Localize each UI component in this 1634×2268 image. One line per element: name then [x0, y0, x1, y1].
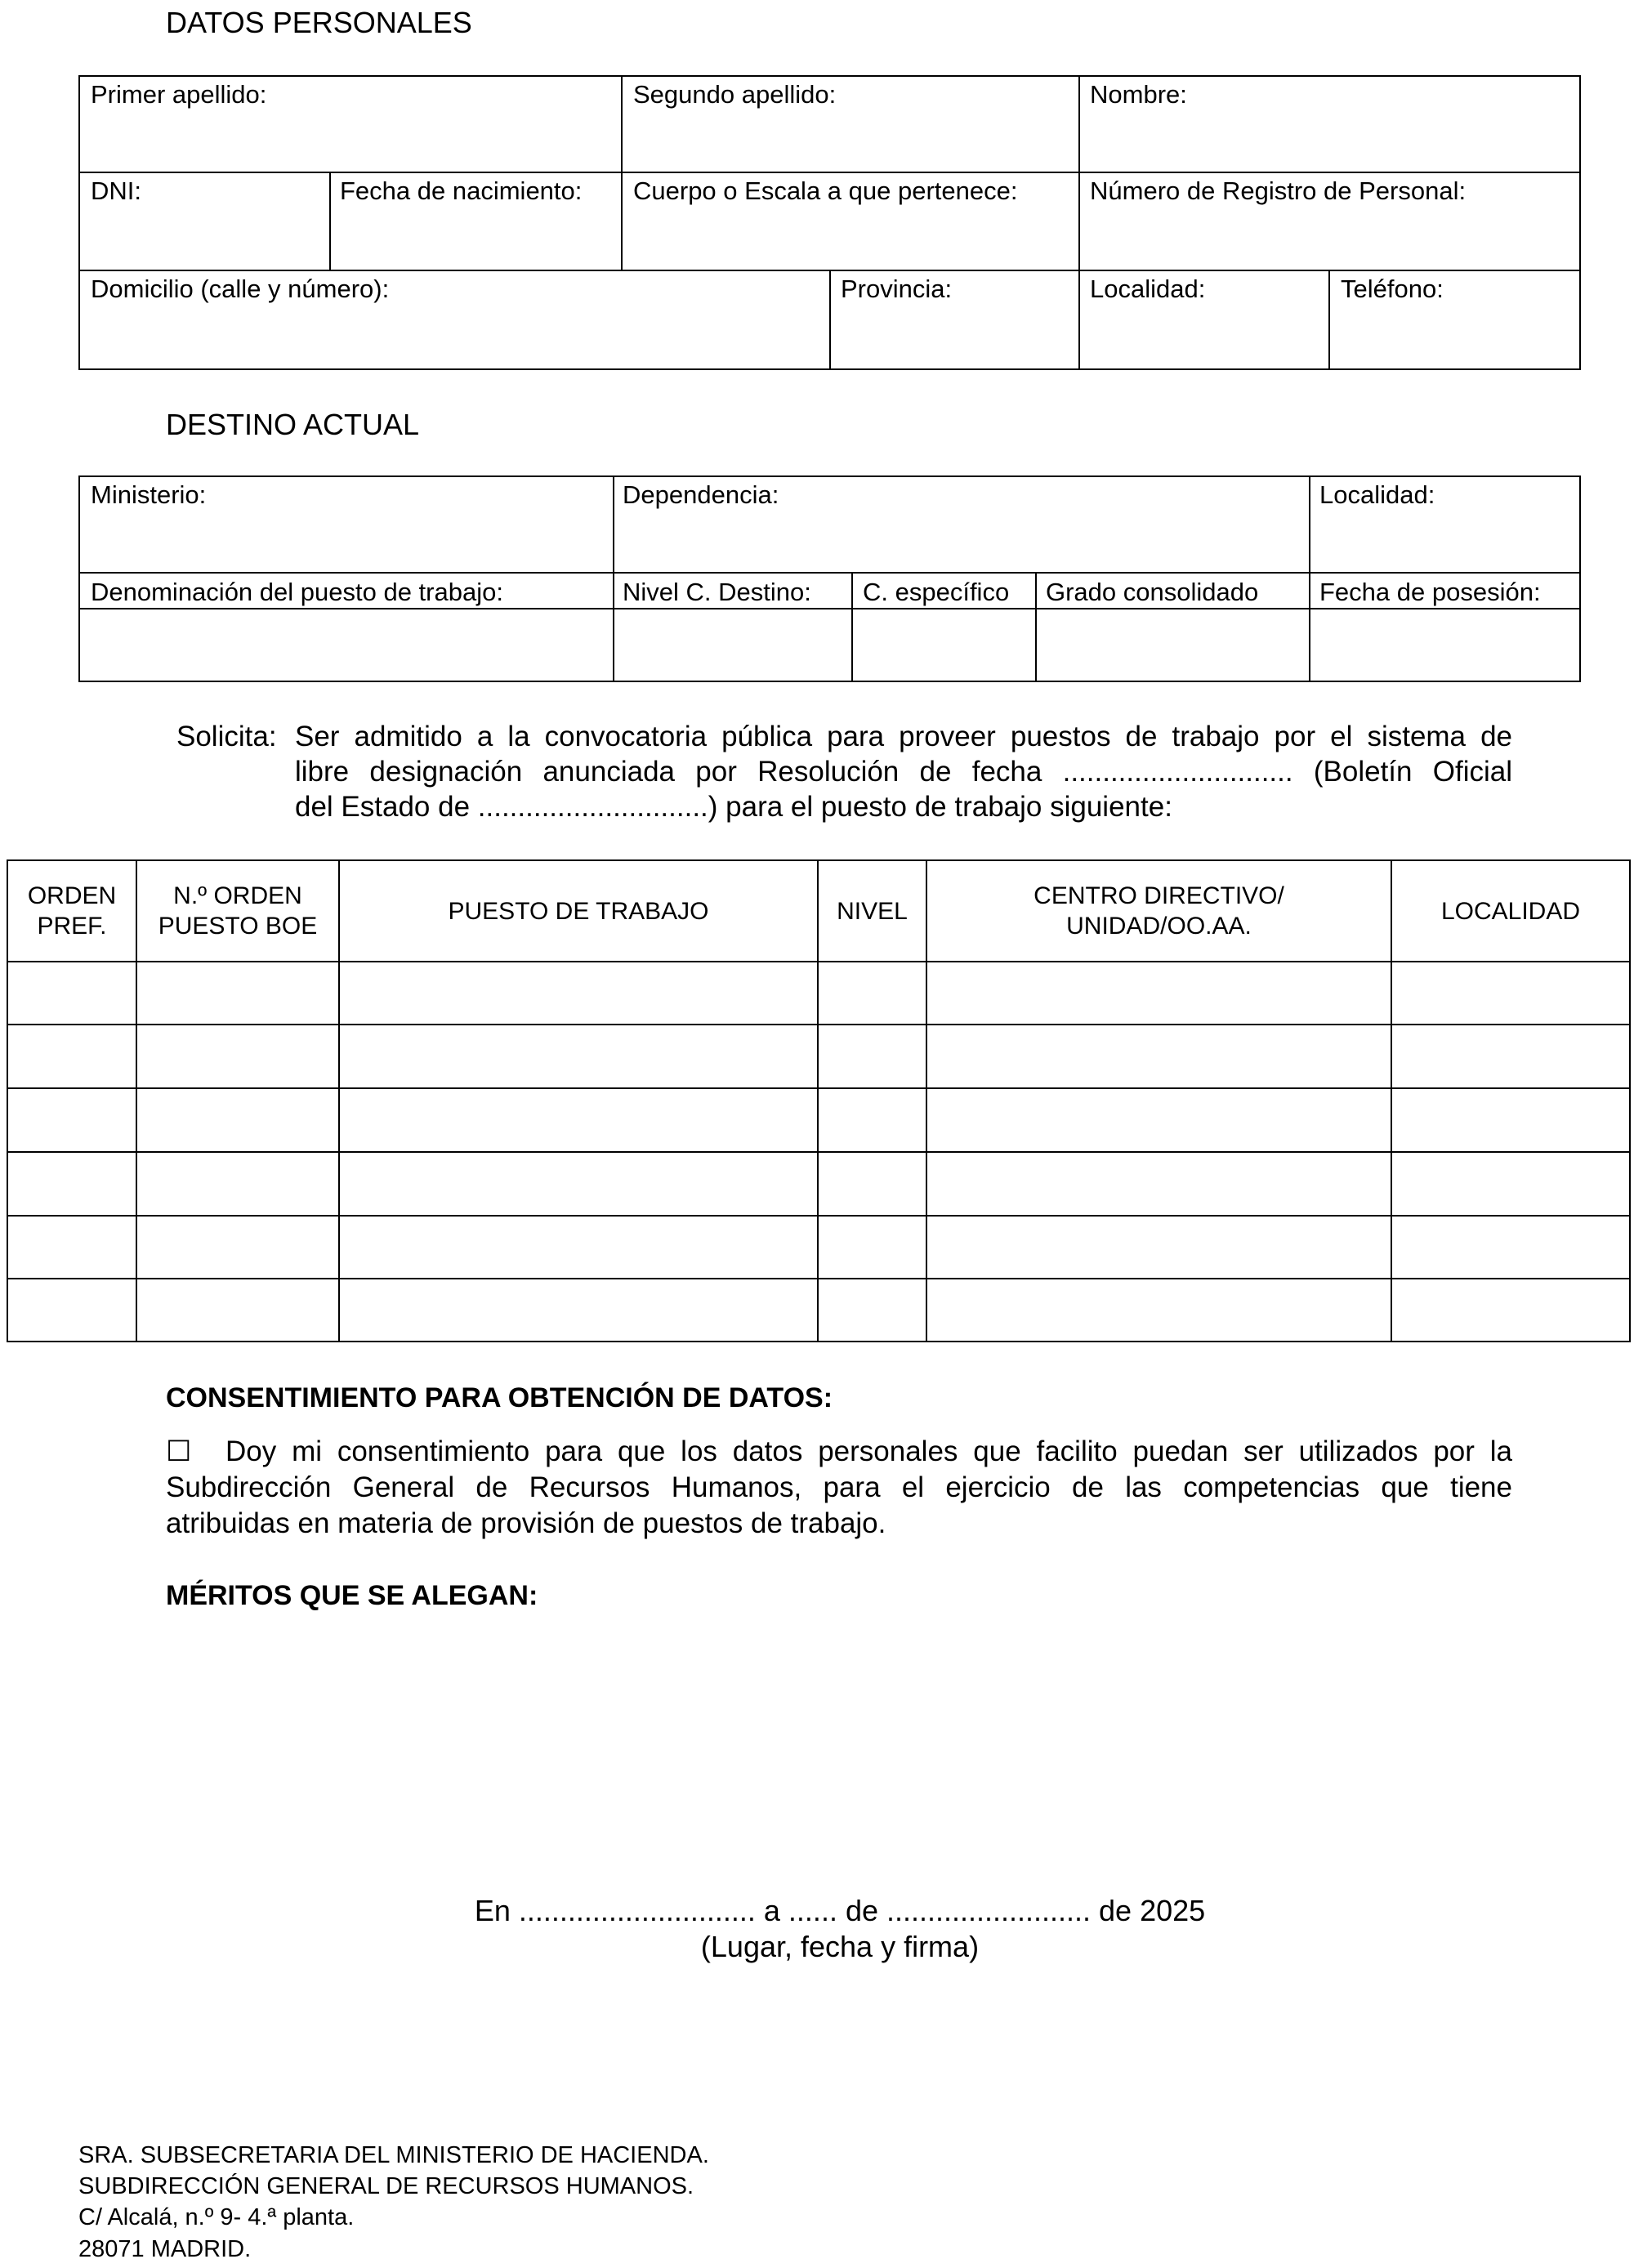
provincia-label: Provincia:: [841, 275, 953, 303]
col-header-localidad: LOCALIDAD: [1440, 897, 1581, 925]
consentimiento-line-2: Subdirección General de Recursos Humanos, para el ejercicio de las competencias que tiene: [166, 1471, 1512, 1503]
dni-label: DNI:: [91, 176, 141, 205]
table-row[interactable]: [8, 1153, 1629, 1214]
fecha-posesion-field[interactable]: [1310, 609, 1579, 681]
table-row[interactable]: [8, 1025, 1629, 1087]
col-header-centro-directivo: CENTRO DIRECTIVO/ UNIDAD/OO.AA.: [1034, 882, 1284, 940]
table-row[interactable]: [8, 1089, 1629, 1150]
meritos-area[interactable]: [166, 1626, 1514, 1871]
cuerpo-escala-label: Cuerpo o Escala a que pertenece:: [633, 176, 1018, 205]
meritos-title: MÉRITOS QUE SE ALEGAN:: [166, 1580, 538, 1611]
table-row[interactable]: [8, 1217, 1629, 1277]
denominacion-label: Denominación del puesto de trabajo:: [91, 578, 503, 606]
consentimiento-line-3: atribuidas en materia de provisión de puestos de trabajo.: [166, 1507, 886, 1539]
domicilio-label: Domicilio (calle y número):: [91, 275, 390, 303]
col-header-nivel: NIVEL: [837, 897, 908, 925]
solicita-line-3: del Estado de .............................) para el puesto de trabajo siguiente:: [295, 791, 1172, 823]
firma-lugar-fecha: En ............................. a ...... de ......................... de 2025: [474, 1894, 1206, 1927]
fecha-posesion-label: Fecha de posesión:: [1319, 578, 1541, 606]
localidad-label: Localidad:: [1090, 275, 1206, 303]
dependencia-label: Dependencia:: [623, 480, 779, 509]
footer-line-3: C/ Alcalá, n.º 9- 4.ª planta.: [78, 2204, 355, 2230]
datos-personales-title: DATOS PERSONALES: [166, 6, 472, 39]
grado-field[interactable]: [1037, 609, 1308, 681]
footer-line-4: 28071 MADRID.: [78, 2236, 252, 2262]
segundo-apellido-label: Segundo apellido:: [633, 80, 837, 109]
fecha-nacimiento-label: Fecha de nacimiento:: [340, 176, 583, 205]
destino-actual-title: DESTINO ACTUAL: [166, 408, 420, 441]
solicita-line-2: libre designación anunciada por Resolución de fecha ............................. (Boletín Oficial: [295, 756, 1512, 788]
nivel-destino-field[interactable]: [614, 609, 850, 681]
consentimiento-title: CONSENTIMIENTO PARA OBTENCIÓN DE DATOS:: [166, 1382, 833, 1413]
col-header-puesto: PUESTO DE TRABAJO: [448, 897, 709, 925]
firma-caption: (Lugar, fecha y firma): [700, 1930, 980, 1963]
nombre-label: Nombre:: [1090, 80, 1187, 109]
telefono-label: Teléfono:: [1341, 275, 1444, 303]
col-header-orden-boe: N.º ORDEN PUESTO BOE: [158, 882, 318, 940]
solicita-label: Solicita:: [176, 721, 277, 752]
c-especifico-label: C. específico: [863, 578, 1010, 606]
numero-registro-label: Número de Registro de Personal:: [1090, 176, 1467, 205]
table-row[interactable]: [8, 962, 1629, 1023]
grado-label: Grado consolidado: [1046, 578, 1259, 606]
footer-line-1: SRA. SUBSECRETARIA DEL MINISTERIO DE HACIENDA.: [78, 2142, 709, 2168]
denominacion-field[interactable]: [80, 609, 612, 681]
c-especifico-field[interactable]: [853, 609, 1034, 681]
consentimiento-checkbox[interactable]: ☐: [166, 1435, 192, 1467]
table-row[interactable]: [8, 1279, 1629, 1341]
destino-localidad-label: Localidad:: [1319, 480, 1435, 509]
col-header-orden-pref: ORDEN PREF.: [27, 882, 117, 940]
nivel-destino-label: Nivel C. Destino:: [623, 578, 811, 606]
ministerio-label: Ministerio:: [91, 480, 207, 509]
consentimiento-line-1: Doy mi consentimiento para que los datos personales que facilito puedan ser utilizados por la: [225, 1435, 1512, 1467]
primer-apellido-label: Primer apellido:: [91, 80, 267, 109]
solicita-line-1: Ser admitido a la convocatoria pública para proveer puestos de trabajo por el sistema de: [295, 721, 1512, 752]
footer-line-2: SUBDIRECCIÓN GENERAL DE RECURSOS HUMANOS.: [78, 2173, 694, 2199]
